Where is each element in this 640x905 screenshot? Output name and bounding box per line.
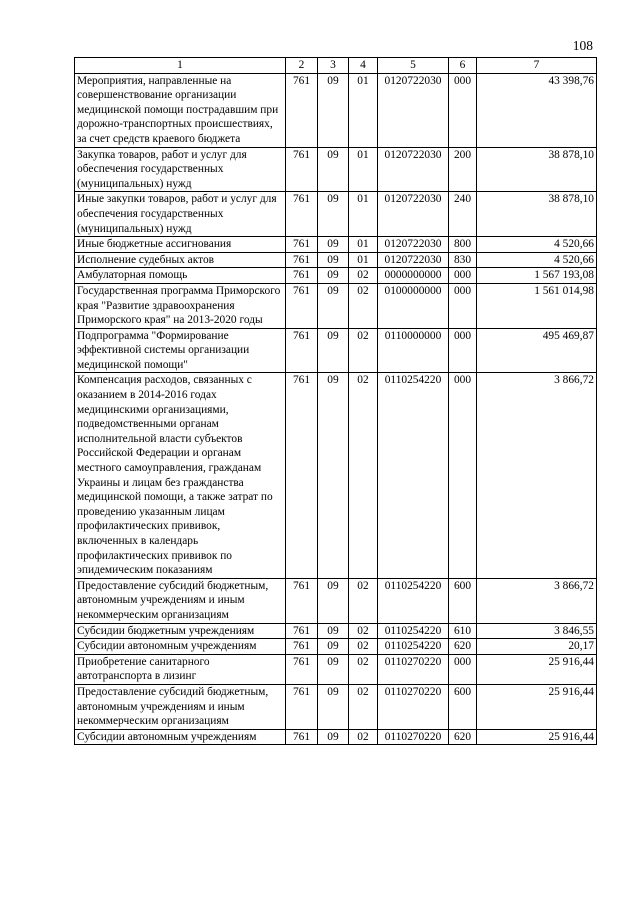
table-row: [75, 623, 597, 639]
admin-code-cell: 761: [286, 237, 318, 253]
row-name-cell: Мероприятия, направленные на совершенствование организации медицинской помощи пострадавшим при дорожно-транспортных происшествиях, за счет средств краевого бюджета: [75, 73, 286, 147]
amount-cell: 3 846,55: [477, 623, 597, 639]
expense-type-cell: 000: [449, 283, 477, 328]
table-row: [75, 684, 597, 729]
row-name-cell: Субсидии бюджетным учреждениям: [75, 623, 286, 639]
table-row: [75, 639, 597, 655]
row-name-cell: Исполнение судебных актов: [75, 252, 286, 268]
subsection-cell: 02: [349, 654, 378, 684]
amount-cell: 25 916,44: [477, 729, 597, 745]
section-cell: 09: [318, 639, 349, 655]
table-row: [75, 729, 597, 745]
table-row: [75, 373, 597, 578]
row-name-cell: Государственная программа Приморского края "Развитие здравоохранения Приморского края" на 2013-2020 годы: [75, 283, 286, 328]
amount-cell: 25 916,44: [477, 654, 597, 684]
target-code-cell: 0110270220: [378, 654, 449, 684]
expense-type-cell: 600: [449, 684, 477, 729]
target-code-cell: 0000000000: [378, 268, 449, 284]
expense-type-cell: 830: [449, 252, 477, 268]
target-code-cell: 0120722030: [378, 237, 449, 253]
header-cell: 3: [318, 58, 349, 74]
admin-code-cell: 761: [286, 578, 318, 623]
expense-type-cell: 000: [449, 73, 477, 147]
subsection-cell: 02: [349, 684, 378, 729]
admin-code-cell: 761: [286, 192, 318, 237]
amount-cell: 20,17: [477, 639, 597, 655]
amount-cell: 4 520,66: [477, 252, 597, 268]
subsection-cell: 01: [349, 237, 378, 253]
subsection-cell: 02: [349, 328, 378, 373]
table-row: [75, 252, 597, 268]
subsection-cell: 02: [349, 578, 378, 623]
admin-code-cell: 761: [286, 684, 318, 729]
budget-table: [74, 57, 597, 745]
target-code-cell: 0110000000: [378, 328, 449, 373]
amount-cell: 495 469,87: [477, 328, 597, 373]
row-name-cell: Предоставление субсидий бюджетным, автономным учреждениям и иным некоммерческим организациям: [75, 684, 286, 729]
header-row: [75, 58, 597, 74]
target-code-cell: 0110254220: [378, 578, 449, 623]
amount-cell: 4 520,66: [477, 237, 597, 253]
amount-cell: 43 398,76: [477, 73, 597, 147]
admin-code-cell: 761: [286, 639, 318, 655]
header-cell: 7: [477, 58, 597, 74]
expense-type-cell: 000: [449, 654, 477, 684]
row-name-cell: Амбулаторная помощь: [75, 268, 286, 284]
subsection-cell: 01: [349, 252, 378, 268]
table-row: [75, 147, 597, 192]
section-cell: 09: [318, 578, 349, 623]
expense-type-cell: 600: [449, 578, 477, 623]
section-cell: 09: [318, 192, 349, 237]
section-cell: 09: [318, 73, 349, 147]
amount-cell: 25 916,44: [477, 684, 597, 729]
section-cell: 09: [318, 237, 349, 253]
section-cell: 09: [318, 147, 349, 192]
subsection-cell: 02: [349, 268, 378, 284]
admin-code-cell: 761: [286, 147, 318, 192]
row-name-cell: Субсидии автономным учреждениям: [75, 639, 286, 655]
subsection-cell: 02: [349, 729, 378, 745]
expense-type-cell: 610: [449, 623, 477, 639]
table-row: [75, 654, 597, 684]
section-cell: 09: [318, 328, 349, 373]
target-code-cell: 0110270220: [378, 684, 449, 729]
admin-code-cell: 761: [286, 73, 318, 147]
section-cell: 09: [318, 654, 349, 684]
section-cell: 09: [318, 268, 349, 284]
table-row: [75, 73, 597, 147]
row-name-cell: Приобретение санитарного автотранспорта в лизинг: [75, 654, 286, 684]
subsection-cell: 02: [349, 373, 378, 578]
target-code-cell: 0110254220: [378, 639, 449, 655]
subsection-cell: 02: [349, 623, 378, 639]
section-cell: 09: [318, 684, 349, 729]
expense-type-cell: 200: [449, 147, 477, 192]
header-cell: 5: [378, 58, 449, 74]
target-code-cell: 0110254220: [378, 373, 449, 578]
admin-code-cell: 761: [286, 654, 318, 684]
row-name-cell: Компенсация расходов, связанных с оказанием в 2014-2016 годах медицинскими организациями, подведомственными органам исполнительной власти субъектов Российской Федерации и органам местного самоуправления, гражданам Украины и лицам без гражданства медицинской помощи, а также затрат по проведению указанным лицам профилактических прививок, включенных в календарь профилактических прививок по эпидемическим показаниям: [75, 373, 286, 578]
row-name-cell: Иные бюджетные ассигнования: [75, 237, 286, 253]
subsection-cell: 01: [349, 73, 378, 147]
subsection-cell: 02: [349, 283, 378, 328]
amount-cell: 38 878,10: [477, 192, 597, 237]
amount-cell: 1 567 193,08: [477, 268, 597, 284]
section-cell: 09: [318, 729, 349, 745]
section-cell: 09: [318, 623, 349, 639]
page-number: 108: [572, 38, 593, 53]
table-row: [75, 268, 597, 284]
admin-code-cell: 761: [286, 252, 318, 268]
row-name-cell: Субсидии автономным учреждениям: [75, 729, 286, 745]
target-code-cell: 0100000000: [378, 283, 449, 328]
amount-cell: 38 878,10: [477, 147, 597, 192]
section-cell: 09: [318, 373, 349, 578]
admin-code-cell: 761: [286, 283, 318, 328]
row-name-cell: Предоставление субсидий бюджетным, автономным учреждениям и иным некоммерческим организациям: [75, 578, 286, 623]
amount-cell: 1 561 014,98: [477, 283, 597, 328]
header-cell: 1: [75, 58, 286, 74]
expense-type-cell: 000: [449, 373, 477, 578]
row-name-cell: Подпрограмма "Формирование эффективной системы организации медицинской помощи": [75, 328, 286, 373]
table-row: [75, 237, 597, 253]
amount-cell: 3 866,72: [477, 373, 597, 578]
expense-type-cell: 800: [449, 237, 477, 253]
target-code-cell: 0120722030: [378, 252, 449, 268]
header-cell: 4: [349, 58, 378, 74]
section-cell: 09: [318, 283, 349, 328]
table-row: [75, 328, 597, 373]
admin-code-cell: 761: [286, 729, 318, 745]
admin-code-cell: 761: [286, 328, 318, 373]
row-name-cell: Иные закупки товаров, работ и услуг для обеспечения государственных (муниципальных) нужд: [75, 192, 286, 237]
expense-type-cell: 240: [449, 192, 477, 237]
target-code-cell: 0110254220: [378, 623, 449, 639]
table-row: [75, 192, 597, 237]
target-code-cell: 0120722030: [378, 192, 449, 237]
target-code-cell: 0120722030: [378, 147, 449, 192]
target-code-cell: 0120722030: [378, 73, 449, 147]
expense-type-cell: 000: [449, 268, 477, 284]
table-row: [75, 283, 597, 328]
subsection-cell: 01: [349, 147, 378, 192]
table-row: [75, 578, 597, 623]
amount-cell: 3 866,72: [477, 578, 597, 623]
header-cell: 2: [286, 58, 318, 74]
target-code-cell: 0110270220: [378, 729, 449, 745]
admin-code-cell: 761: [286, 623, 318, 639]
expense-type-cell: 620: [449, 639, 477, 655]
subsection-cell: 01: [349, 192, 378, 237]
expense-type-cell: 620: [449, 729, 477, 745]
row-name-cell: Закупка товаров, работ и услуг для обеспечения государственных (муниципальных) нужд: [75, 147, 286, 192]
admin-code-cell: 761: [286, 268, 318, 284]
expense-type-cell: 000: [449, 328, 477, 373]
section-cell: 09: [318, 252, 349, 268]
header-cell: 6: [449, 58, 477, 74]
subsection-cell: 02: [349, 639, 378, 655]
admin-code-cell: 761: [286, 373, 318, 578]
